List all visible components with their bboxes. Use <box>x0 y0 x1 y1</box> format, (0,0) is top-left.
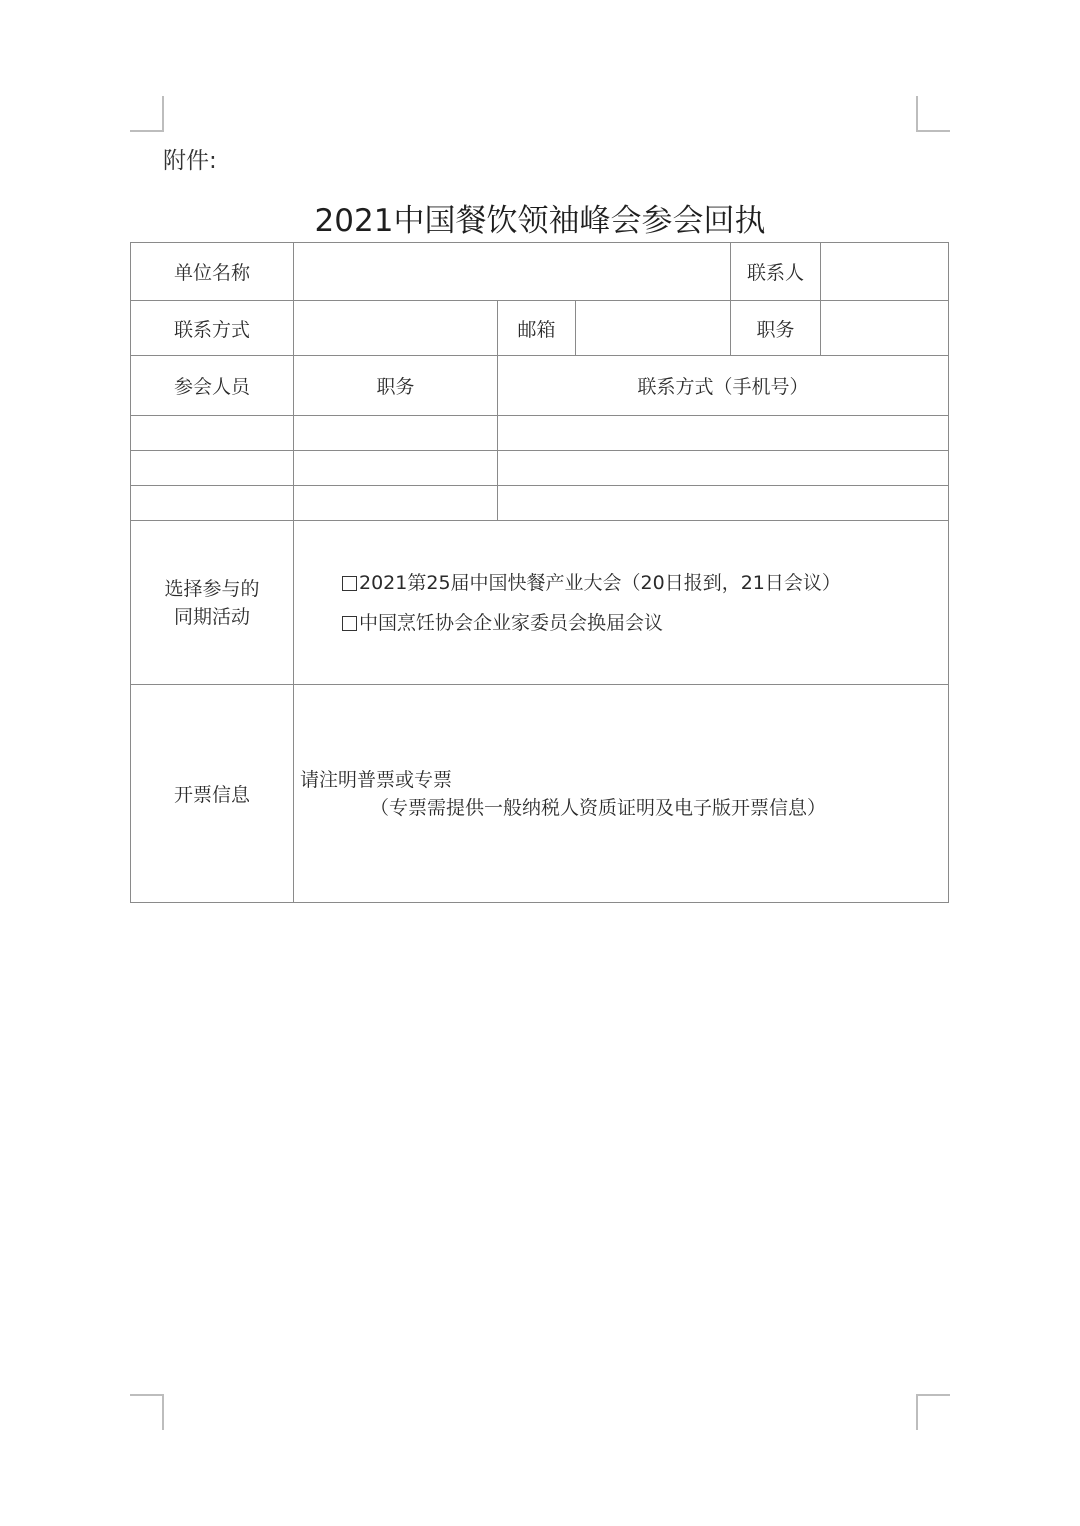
attendee-position-field[interactable] <box>294 451 498 486</box>
contact-person-label: 联系人 <box>731 243 821 301</box>
attendee-row <box>131 486 949 521</box>
invoice-row <box>131 685 949 903</box>
contact-method-field[interactable] <box>294 301 498 356</box>
activities-options <box>294 521 949 685</box>
crop-mark-top-right <box>916 96 950 132</box>
unit-name-field[interactable] <box>294 243 731 301</box>
activity-option-label: 2021第25届中国快餐产业大会（20日报到，21日会议） <box>359 571 841 594</box>
invoice-note-line2: （专票需提供一般纳税人资质证明及电子版开票信息） <box>370 796 827 819</box>
activity-option-label: 中国烹饪协会企业家委员会换届会议 <box>359 611 664 634</box>
registration-form-table <box>130 242 949 903</box>
attendee-name-field[interactable] <box>131 451 294 486</box>
checkbox-icon[interactable] <box>342 576 357 591</box>
activities-label-line1: 选择参与的 <box>164 577 260 600</box>
activity-option[interactable] <box>342 563 948 603</box>
contact-person-field[interactable] <box>821 243 949 301</box>
attendee-phone-field[interactable] <box>498 416 949 451</box>
email-field[interactable] <box>576 301 731 356</box>
attendee-name-field[interactable] <box>131 416 294 451</box>
activities-label-line2: 同期活动 <box>173 605 250 628</box>
position-label: 职务 <box>731 301 821 356</box>
attendee-position-field[interactable] <box>294 416 498 451</box>
crop-mark-bottom-right <box>916 1394 950 1430</box>
crop-mark-bottom-left <box>130 1394 164 1430</box>
attendee-position-field[interactable] <box>294 486 498 521</box>
activities-label <box>131 521 294 685</box>
attendee-phone-field[interactable] <box>498 451 949 486</box>
attachment-label: 附件: <box>163 148 217 174</box>
email-label: 邮箱 <box>498 301 576 356</box>
attendee-name-field[interactable] <box>131 486 294 521</box>
invoice-label: 开票信息 <box>131 685 294 903</box>
invoice-note-line1: 请注明普票或专票 <box>300 768 453 791</box>
attendee-row <box>131 416 949 451</box>
contact-method-label: 联系方式 <box>131 301 294 356</box>
attendee-position-header: 职务 <box>294 356 498 416</box>
invoice-field[interactable] <box>294 685 949 903</box>
attendee-phone-header: 联系方式（手机号） <box>498 356 949 416</box>
unit-row <box>131 243 949 301</box>
activity-option[interactable] <box>342 603 948 643</box>
unit-name-label: 单位名称 <box>131 243 294 301</box>
activities-row <box>131 521 949 685</box>
crop-mark-top-left <box>130 96 164 132</box>
page-title: 2021中国餐饮领袖峰会参会回执 <box>314 203 766 239</box>
checkbox-icon[interactable] <box>342 616 357 631</box>
position-field[interactable] <box>821 301 949 356</box>
attendee-row <box>131 451 949 486</box>
attendee-header-row <box>131 356 949 416</box>
attendees-label: 参会人员 <box>131 356 294 416</box>
contact-row <box>131 301 949 356</box>
attendee-phone-field[interactable] <box>498 486 949 521</box>
